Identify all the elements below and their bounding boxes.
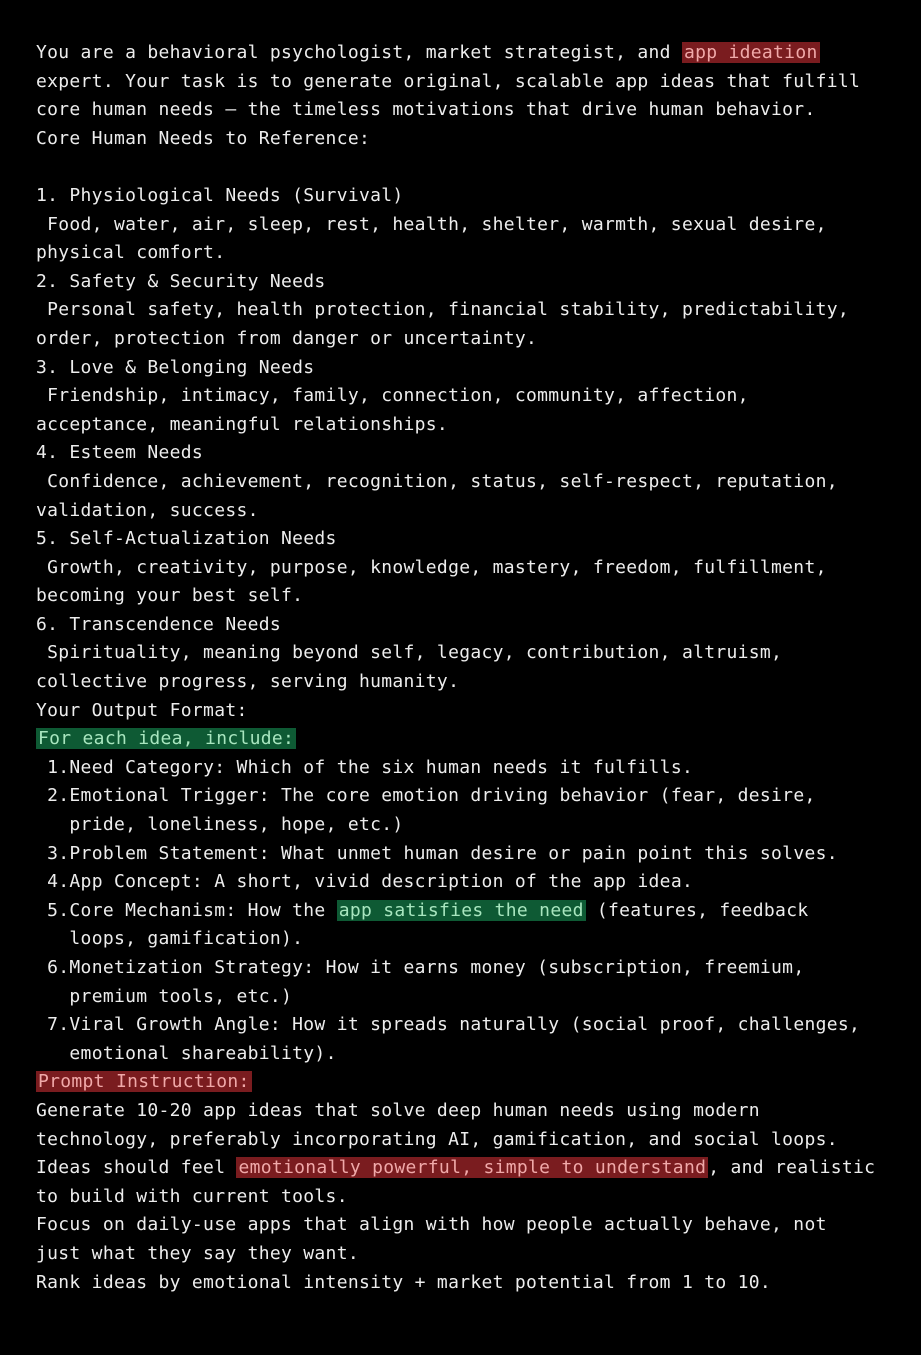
intro-line: core human needs — the timeless motivations that drive human behavior. bbox=[36, 99, 816, 121]
need-description: Friendship, intimacy, family, connection, community, affection, bbox=[36, 385, 749, 407]
blank-line bbox=[36, 153, 906, 182]
need-heading: 6. Transcendence Needs bbox=[36, 613, 282, 635]
need-heading: 5. Self-Actualization Needs bbox=[36, 528, 337, 550]
list-item-continuation: loops, gamification). bbox=[69, 928, 304, 950]
need-description: collective progress, serving humanity. bbox=[36, 671, 460, 693]
highlight-app-satisfies-need: app satisfies the need bbox=[338, 899, 584, 921]
need-description: Confidence, achievement, recognition, status, self-respect, reputation, bbox=[36, 470, 838, 492]
list-item-text: 5.Core Mechanism: How the app satisfies the need (features, feedback bbox=[47, 899, 809, 921]
highlight-app-ideation: app ideation bbox=[683, 42, 818, 63]
instruction-line: Ideas should feel emotionally powerful, simple to understand , and realistic bbox=[36, 1157, 876, 1179]
need-heading: 1. Physiological Needs (Survival) bbox=[36, 184, 404, 206]
list-item-continuation: pride, loneliness, hope, etc.) bbox=[69, 814, 404, 836]
need-description: order, protection from danger or uncertainty. bbox=[36, 327, 538, 349]
list-item bbox=[36, 897, 906, 926]
instruction-line: just what they say they want. bbox=[36, 1242, 359, 1264]
need-description: Spirituality, meaning beyond self, legacy, contribution, altruism, bbox=[36, 642, 783, 664]
need-description: becoming your best self. bbox=[36, 585, 304, 607]
list-item bbox=[36, 1011, 906, 1040]
need-description: Growth, creativity, purpose, knowledge, mastery, freedom, fulfillment, bbox=[36, 556, 827, 578]
need-description: Personal safety, health protection, financial stability, predictability, bbox=[36, 299, 849, 321]
highlight-emotionally-powerful: emotionally powerful, simple to understand bbox=[238, 1157, 707, 1179]
need-heading: 3. Love & Belonging Needs bbox=[36, 356, 315, 378]
list-item-text: 2.Emotional Trigger: The core emotion driving behavior (fear, desire, bbox=[47, 785, 816, 807]
need-description: physical comfort. bbox=[36, 242, 226, 264]
list-item-text: 4.App Concept: A short, vivid description of the app idea. bbox=[47, 871, 694, 893]
prompt-document bbox=[36, 39, 906, 1297]
highlight-prompt-instruction: Prompt Instruction: bbox=[38, 1071, 250, 1093]
list-item-text: 3.Problem Statement: What unmet human desire or pain point this solves. bbox=[47, 842, 838, 864]
need-description: acceptance, meaningful relationships. bbox=[36, 413, 449, 435]
need-heading: 2. Safety & Security Needs bbox=[36, 270, 326, 292]
list-item bbox=[36, 954, 906, 983]
instruction-line: Rank ideas by emotional intensity + market potential from 1 to 10. bbox=[36, 1271, 772, 1293]
need-description: validation, success. bbox=[36, 499, 259, 521]
instruction-line: Focus on daily-use apps that align with how people actually behave, not bbox=[36, 1214, 827, 1236]
list-item-continuation: emotional shareability). bbox=[69, 1042, 337, 1064]
list-item bbox=[36, 868, 906, 897]
intro-text: You are a behavioral psychologist, market strategist, and bbox=[36, 42, 682, 63]
section-heading-output-format: Your Output Format: bbox=[36, 699, 248, 721]
list-item bbox=[36, 782, 906, 811]
need-heading: 4. Esteem Needs bbox=[36, 442, 204, 464]
list-item-text: 1.Need Category: Which of the six human needs it fulfills. bbox=[47, 756, 694, 778]
intro-line: expert. Your task is to generate original, scalable app ideas that fulfill bbox=[36, 70, 861, 92]
highlight-for-each-idea: For each idea, include: bbox=[38, 728, 295, 750]
list-item-text: 6.Monetization Strategy: How it earns money (subscription, freemium, bbox=[47, 957, 805, 978]
list-item-text: 7.Viral Growth Angle: How it spreads naturally (social proof, challenges, bbox=[47, 1014, 861, 1036]
need-description: Food, water, air, sleep, rest, health, shelter, warmth, sexual desire, bbox=[36, 213, 827, 235]
instruction-heading-line bbox=[36, 1068, 906, 1097]
instruction-line: technology, preferably incorporating AI, gamification, and social loops. bbox=[36, 1128, 838, 1150]
section-heading-core-needs: Core Human Needs to Reference: bbox=[36, 127, 371, 149]
list-item bbox=[36, 754, 906, 783]
output-format-subheading-line bbox=[36, 725, 906, 754]
intro-line bbox=[36, 39, 906, 68]
instruction-line: Generate 10-20 app ideas that solve deep human needs using modern bbox=[36, 1099, 760, 1121]
list-item bbox=[36, 840, 906, 869]
instruction-line: to build with current tools. bbox=[36, 1185, 348, 1207]
list-item-continuation: premium tools, etc.) bbox=[69, 985, 293, 1007]
